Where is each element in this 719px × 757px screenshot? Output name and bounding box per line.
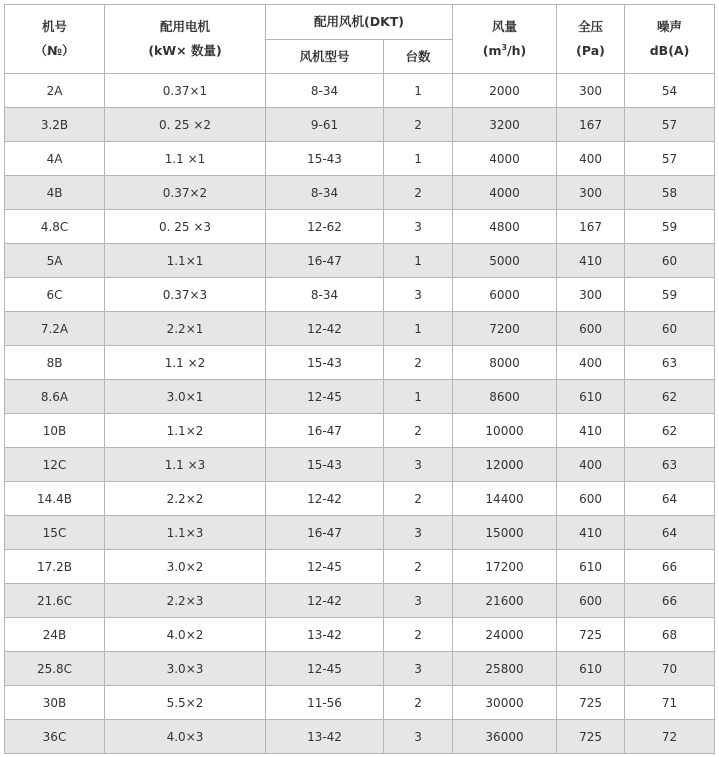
cell-pressure: 600 [557, 584, 625, 618]
cell-pressure: 167 [557, 210, 625, 244]
spec-table-container [4, 4, 715, 754]
cell-motor: 0.37×2 [105, 176, 266, 210]
cell-fan-model: 15-43 [266, 448, 384, 482]
cell-airflow: 6000 [453, 278, 557, 312]
cell-airflow: 36000 [453, 720, 557, 754]
table-row [5, 142, 715, 176]
cell-motor: 2.2×3 [105, 584, 266, 618]
cell-fan-count: 1 [384, 244, 453, 278]
cell-noise: 66 [625, 584, 715, 618]
header-fan-count: 台数 [384, 40, 453, 74]
header-pressure-label: 全压 [578, 19, 604, 34]
cell-motor: 3.0×2 [105, 550, 266, 584]
cell-model: 5A [5, 244, 105, 278]
cell-noise: 68 [625, 618, 715, 652]
table-row [5, 278, 715, 312]
table-row [5, 176, 715, 210]
header-pressure-unit: (Pa) [576, 43, 605, 58]
table-row [5, 210, 715, 244]
cell-model: 14.4B [5, 482, 105, 516]
table-row [5, 584, 715, 618]
header-motor-label: 配用电机 [159, 19, 210, 34]
cell-model: 30B [5, 686, 105, 720]
cell-airflow: 4000 [453, 176, 557, 210]
cell-airflow: 14400 [453, 482, 557, 516]
cell-noise: 70 [625, 652, 715, 686]
table-body [5, 74, 715, 754]
cell-motor: 2.2×1 [105, 312, 266, 346]
cell-noise: 71 [625, 686, 715, 720]
cell-pressure: 300 [557, 278, 625, 312]
cell-fan-model: 12-45 [266, 550, 384, 584]
header-fan-model: 风机型号 [266, 40, 384, 74]
header-model-label: 机号 [41, 19, 67, 34]
cell-fan-model: 12-42 [266, 482, 384, 516]
cell-airflow: 15000 [453, 516, 557, 550]
cell-motor: 1.1 ×3 [105, 448, 266, 482]
cell-motor: 0. 25 ×3 [105, 210, 266, 244]
cell-fan-model: 12-45 [266, 380, 384, 414]
cell-fan-model: 15-43 [266, 346, 384, 380]
fan-spec-table [4, 4, 715, 754]
header-model [5, 5, 105, 74]
header-model-unit: （№） [34, 43, 75, 58]
cell-fan-count: 1 [384, 74, 453, 108]
cell-noise: 64 [625, 482, 715, 516]
cell-airflow: 4000 [453, 142, 557, 176]
cell-motor: 4.0×2 [105, 618, 266, 652]
cell-motor: 3.0×3 [105, 652, 266, 686]
cell-model: 8B [5, 346, 105, 380]
cell-noise: 64 [625, 516, 715, 550]
cell-fan-count: 3 [384, 448, 453, 482]
header-pressure [557, 5, 625, 74]
cell-airflow: 21600 [453, 584, 557, 618]
cell-motor: 5.5×2 [105, 686, 266, 720]
header-motor-unit: (kW× 数量) [148, 43, 222, 58]
cell-pressure: 600 [557, 312, 625, 346]
table-row [5, 244, 715, 278]
cell-fan-count: 2 [384, 346, 453, 380]
header-motor [105, 5, 266, 74]
table-row [5, 720, 715, 754]
cell-fan-count: 3 [384, 720, 453, 754]
cell-pressure: 400 [557, 346, 625, 380]
cell-pressure: 300 [557, 74, 625, 108]
cell-pressure: 167 [557, 108, 625, 142]
cell-airflow: 7200 [453, 312, 557, 346]
table-row [5, 652, 715, 686]
cell-motor: 0.37×3 [105, 278, 266, 312]
cell-noise: 59 [625, 210, 715, 244]
header-airflow [453, 5, 557, 74]
cell-pressure: 410 [557, 414, 625, 448]
cell-fan-count: 3 [384, 516, 453, 550]
cell-fan-model: 16-47 [266, 414, 384, 448]
cell-noise: 60 [625, 244, 715, 278]
header-airflow-label: 风量 [492, 19, 518, 34]
cell-fan-model: 16-47 [266, 516, 384, 550]
cell-fan-count: 1 [384, 312, 453, 346]
cell-fan-model: 12-62 [266, 210, 384, 244]
cell-pressure: 300 [557, 176, 625, 210]
cell-fan-model: 8-34 [266, 74, 384, 108]
cell-fan-model: 12-42 [266, 584, 384, 618]
cell-airflow: 17200 [453, 550, 557, 584]
table-row [5, 516, 715, 550]
cell-pressure: 725 [557, 618, 625, 652]
cell-fan-count: 2 [384, 618, 453, 652]
cell-model: 4A [5, 142, 105, 176]
cell-fan-model: 15-43 [266, 142, 384, 176]
cell-model: 24B [5, 618, 105, 652]
cell-motor: 3.0×1 [105, 380, 266, 414]
cell-model: 12C [5, 448, 105, 482]
cell-airflow: 24000 [453, 618, 557, 652]
cell-noise: 63 [625, 448, 715, 482]
header-airflow-unit: $(m^3/h)$ [482, 42, 527, 58]
cell-airflow: 25800 [453, 652, 557, 686]
cell-pressure: 610 [557, 652, 625, 686]
cell-airflow: 12000 [453, 448, 557, 482]
cell-fan-count: 3 [384, 652, 453, 686]
header-row-1 [5, 5, 715, 40]
table-row [5, 380, 715, 414]
cell-fan-count: 2 [384, 550, 453, 584]
cell-fan-count: 2 [384, 482, 453, 516]
cell-noise: 66 [625, 550, 715, 584]
cell-noise: 72 [625, 720, 715, 754]
cell-noise: 57 [625, 108, 715, 142]
cell-fan-count: 2 [384, 414, 453, 448]
cell-noise: 54 [625, 74, 715, 108]
cell-pressure: 410 [557, 516, 625, 550]
table-row [5, 108, 715, 142]
cell-model: 3.2B [5, 108, 105, 142]
table-row [5, 74, 715, 108]
cell-fan-count: 3 [384, 278, 453, 312]
cell-airflow: 8600 [453, 380, 557, 414]
cell-fan-count: 3 [384, 584, 453, 618]
cell-fan-count: 1 [384, 380, 453, 414]
header-noise [625, 5, 715, 74]
cell-motor: 0.37×1 [105, 74, 266, 108]
cell-noise: 59 [625, 278, 715, 312]
cell-pressure: 410 [557, 244, 625, 278]
cell-model: 7.2A [5, 312, 105, 346]
cell-pressure: 610 [557, 550, 625, 584]
cell-fan-model: 11-56 [266, 686, 384, 720]
cell-airflow: 5000 [453, 244, 557, 278]
cell-noise: 62 [625, 414, 715, 448]
cell-pressure: 600 [557, 482, 625, 516]
cell-fan-count: 3 [384, 210, 453, 244]
cell-fan-model: 13-42 [266, 618, 384, 652]
table-row [5, 346, 715, 380]
cell-noise: 60 [625, 312, 715, 346]
cell-fan-model: 8-34 [266, 278, 384, 312]
cell-fan-model: 12-42 [266, 312, 384, 346]
cell-airflow: 2000 [453, 74, 557, 108]
cell-model: 25.8C [5, 652, 105, 686]
cell-motor: 1.1×1 [105, 244, 266, 278]
cell-motor: 1.1×2 [105, 414, 266, 448]
cell-motor: 1.1 ×2 [105, 346, 266, 380]
header-fan-group: 配用风机(DKT) [266, 5, 453, 40]
cell-model: 10B [5, 414, 105, 448]
cell-airflow: 8000 [453, 346, 557, 380]
cell-fan-model: 13-42 [266, 720, 384, 754]
table-row [5, 618, 715, 652]
table-row [5, 448, 715, 482]
cell-model: 2A [5, 74, 105, 108]
cell-fan-count: 1 [384, 142, 453, 176]
cell-noise: 58 [625, 176, 715, 210]
cell-model: 15C [5, 516, 105, 550]
table-header [5, 5, 715, 74]
cell-motor: 1.1×3 [105, 516, 266, 550]
table-row [5, 312, 715, 346]
cell-pressure: 610 [557, 380, 625, 414]
cell-airflow: 10000 [453, 414, 557, 448]
header-noise-label: 噪声 [657, 19, 683, 34]
cell-fan-count: 2 [384, 108, 453, 142]
cell-motor: 0. 25 ×2 [105, 108, 266, 142]
cell-model: 4B [5, 176, 105, 210]
cell-motor: 1.1 ×1 [105, 142, 266, 176]
table-row [5, 414, 715, 448]
cell-airflow: 3200 [453, 108, 557, 142]
cell-model: 6C [5, 278, 105, 312]
cell-fan-model: 12-45 [266, 652, 384, 686]
cell-model: 4.8C [5, 210, 105, 244]
cell-pressure: 725 [557, 720, 625, 754]
cell-fan-model: 16-47 [266, 244, 384, 278]
cell-pressure: 725 [557, 686, 625, 720]
table-row [5, 482, 715, 516]
cell-noise: 63 [625, 346, 715, 380]
cell-motor: 4.0×3 [105, 720, 266, 754]
cell-fan-count: 2 [384, 686, 453, 720]
header-noise-unit: dB(A) [649, 43, 690, 58]
cell-model: 8.6A [5, 380, 105, 414]
cell-model: 17.2B [5, 550, 105, 584]
cell-airflow: 4800 [453, 210, 557, 244]
cell-model: 36C [5, 720, 105, 754]
cell-noise: 57 [625, 142, 715, 176]
table-row [5, 686, 715, 720]
cell-model: 21.6C [5, 584, 105, 618]
cell-motor: 2.2×2 [105, 482, 266, 516]
cell-fan-count: 2 [384, 176, 453, 210]
cell-noise: 62 [625, 380, 715, 414]
cell-pressure: 400 [557, 142, 625, 176]
cell-fan-model: 9-61 [266, 108, 384, 142]
cell-airflow: 30000 [453, 686, 557, 720]
cell-fan-model: 8-34 [266, 176, 384, 210]
cell-pressure: 400 [557, 448, 625, 482]
table-row [5, 550, 715, 584]
